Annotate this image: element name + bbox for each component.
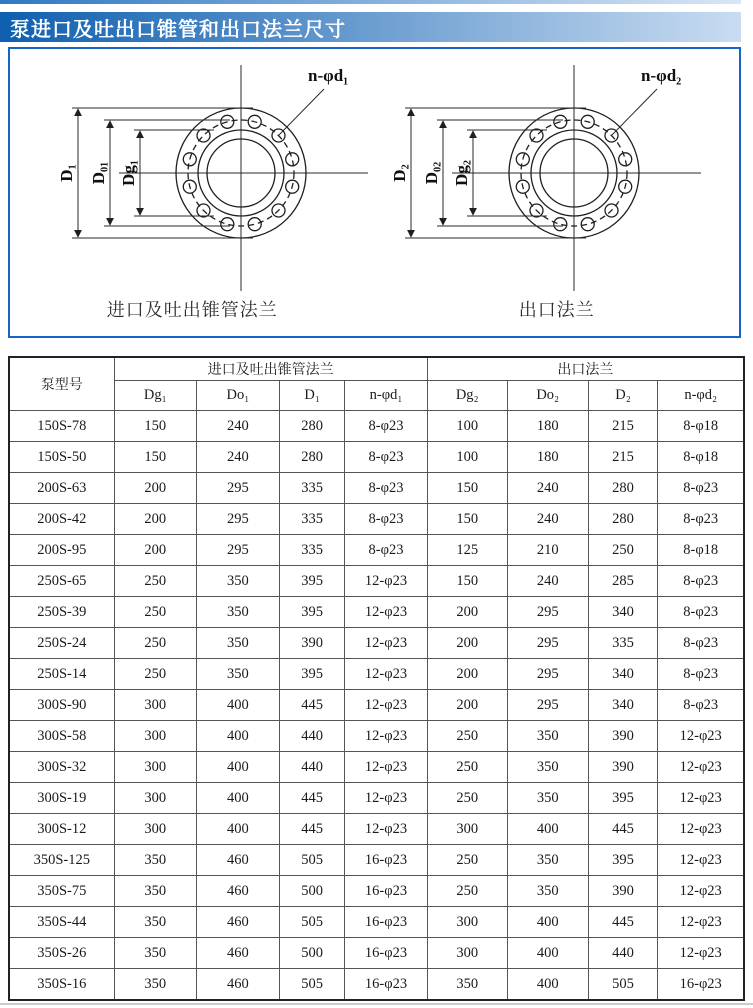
dimension-cell: 8-φ23 xyxy=(658,566,744,597)
dimension-cell: 440 xyxy=(279,721,344,752)
table-row xyxy=(9,628,744,659)
dimension-cell: 295 xyxy=(196,473,279,504)
dimension-cell: 8-φ23 xyxy=(345,442,427,473)
dimension-cell: 250 xyxy=(114,597,196,628)
dimension-cell: 300 xyxy=(427,814,507,845)
pump-model-cell: 300S-90 xyxy=(9,690,114,721)
dimension-cell: 250 xyxy=(427,876,507,907)
dimension-cell: 350 xyxy=(196,566,279,597)
dimension-cell: 335 xyxy=(279,473,344,504)
dimension-cell: 295 xyxy=(507,690,588,721)
pump-model-cell: 250S-24 xyxy=(9,628,114,659)
dimension-cell: 295 xyxy=(507,628,588,659)
pump-model-cell: 200S-63 xyxy=(9,473,114,504)
table-row xyxy=(9,690,744,721)
dimension-cell: 350 xyxy=(507,783,588,814)
table-row xyxy=(9,845,744,876)
dimension-cell: 350 xyxy=(196,628,279,659)
dimension-cell: 16-φ23 xyxy=(345,969,427,1001)
dimension-cell: 400 xyxy=(196,783,279,814)
table-row xyxy=(9,814,744,845)
inlet-group-header: 进口及吐出锥管法兰 xyxy=(114,357,427,381)
dimension-cell: 16-φ23 xyxy=(658,969,744,1001)
pump-model-cell: 300S-12 xyxy=(9,814,114,845)
dimension-cell: 16-φ23 xyxy=(345,876,427,907)
dimension-cell: 200 xyxy=(114,535,196,566)
dimension-cell: 300 xyxy=(427,907,507,938)
dimension-cell: 445 xyxy=(279,783,344,814)
dimension-cell: 295 xyxy=(507,597,588,628)
dimension-cell: 215 xyxy=(588,411,658,442)
column-header: Do₂ xyxy=(507,381,588,411)
dim-label-bore: Dg₁ xyxy=(119,160,138,186)
dimension-cell: 350 xyxy=(196,659,279,690)
dimension-cell: 460 xyxy=(196,907,279,938)
dimension-cell: 350 xyxy=(114,845,196,876)
dimension-cell: 395 xyxy=(588,845,658,876)
flange-diagram-panel xyxy=(8,47,741,338)
dimension-cell: 200 xyxy=(427,690,507,721)
pump-model-cell: 150S-50 xyxy=(9,442,114,473)
dimension-cell: 335 xyxy=(279,535,344,566)
dimension-cell: 250 xyxy=(427,845,507,876)
table-row xyxy=(9,783,744,814)
dim-label-bore: Dg₂ xyxy=(451,160,471,186)
dimension-cell: 395 xyxy=(588,783,658,814)
dimension-cell: 300 xyxy=(114,814,196,845)
outlet-flange-drawing xyxy=(349,53,714,303)
dimension-cell: 8-φ23 xyxy=(345,411,427,442)
dimension-cell: 500 xyxy=(279,938,344,969)
pump-model-header: 泵型号 xyxy=(9,357,114,411)
dimension-cell: 12-φ23 xyxy=(345,659,427,690)
dimension-cell: 350 xyxy=(114,938,196,969)
dimension-cell: 240 xyxy=(507,504,588,535)
dimension-cell: 240 xyxy=(507,566,588,597)
dimension-cell: 12-φ23 xyxy=(658,814,744,845)
dimension-cell: 505 xyxy=(279,845,344,876)
dimension-cell: 295 xyxy=(507,659,588,690)
dimension-cell: 150 xyxy=(114,442,196,473)
dimension-cell: 12-φ23 xyxy=(345,597,427,628)
dimension-cell: 340 xyxy=(588,690,658,721)
pump-model-cell: 300S-19 xyxy=(9,783,114,814)
table-row xyxy=(9,969,744,1001)
dim-label-bolt: D₀₁ xyxy=(89,161,108,185)
dimension-cell: 335 xyxy=(279,504,344,535)
inlet-flange-drawing xyxy=(16,53,381,303)
pump-model-cell: 250S-65 xyxy=(9,566,114,597)
dimension-cell: 240 xyxy=(507,473,588,504)
dimension-cell: 400 xyxy=(196,690,279,721)
bolt-holes-label: n-φd₁ xyxy=(308,66,349,85)
dimension-cell: 300 xyxy=(114,752,196,783)
dimension-cell: 340 xyxy=(588,659,658,690)
dimension-cell: 16-φ23 xyxy=(345,845,427,876)
pump-model-cell: 350S-75 xyxy=(9,876,114,907)
dimension-cell: 445 xyxy=(279,814,344,845)
dimension-cell: 12-φ23 xyxy=(345,721,427,752)
dimension-cell: 100 xyxy=(427,411,507,442)
pump-model-cell: 250S-14 xyxy=(9,659,114,690)
dimension-cell: 300 xyxy=(114,721,196,752)
subheader-row xyxy=(9,381,744,411)
dimension-cell: 460 xyxy=(196,938,279,969)
dimension-cell: 200 xyxy=(427,597,507,628)
dimension-cell: 8-φ23 xyxy=(345,473,427,504)
column-header: D₁ xyxy=(279,381,344,411)
dimension-cell: 460 xyxy=(196,969,279,1001)
dimension-cell: 395 xyxy=(279,597,344,628)
dimension-cell: 240 xyxy=(196,442,279,473)
dimension-cell: 150 xyxy=(427,566,507,597)
inlet-figure-caption: 进口及吐出锥管法兰 xyxy=(106,300,278,320)
dimension-cell: 12-φ23 xyxy=(658,752,744,783)
dimension-cell: 445 xyxy=(279,690,344,721)
dimension-cell: 350 xyxy=(427,969,507,1001)
dimension-cell: 400 xyxy=(507,907,588,938)
dimension-cell: 300 xyxy=(114,690,196,721)
dimension-cell: 505 xyxy=(588,969,658,1001)
table-row xyxy=(9,473,744,504)
dimension-cell: 12-φ23 xyxy=(345,566,427,597)
dimension-cell: 390 xyxy=(279,628,344,659)
dimension-cell: 335 xyxy=(588,628,658,659)
dimension-cell: 390 xyxy=(588,721,658,752)
dimension-cell: 400 xyxy=(507,969,588,1001)
table-row xyxy=(9,752,744,783)
dimension-cell: 240 xyxy=(196,411,279,442)
dimension-cell: 12-φ23 xyxy=(658,938,744,969)
pump-model-cell: 200S-42 xyxy=(9,504,114,535)
dimension-cell: 280 xyxy=(279,411,344,442)
dimension-cell: 12-φ23 xyxy=(345,783,427,814)
dimension-cell: 395 xyxy=(279,566,344,597)
dimension-cell: 250 xyxy=(427,721,507,752)
table-row xyxy=(9,597,744,628)
pump-model-cell: 350S-16 xyxy=(9,969,114,1001)
table-row xyxy=(9,721,744,752)
table-row xyxy=(9,442,744,473)
dim-label-outer: D₁ xyxy=(57,164,76,182)
leader-line xyxy=(279,89,324,135)
dimension-cell: 12-φ23 xyxy=(658,783,744,814)
dimension-cell: 295 xyxy=(196,504,279,535)
dim-label-bolt: D₀₂ xyxy=(421,161,441,185)
bottom-divider xyxy=(0,1003,753,1005)
table-row xyxy=(9,876,744,907)
dimension-cell: 8-φ23 xyxy=(658,690,744,721)
dimension-cell: 8-φ23 xyxy=(658,659,744,690)
dimension-cell: 250 xyxy=(427,752,507,783)
dimension-cell: 400 xyxy=(196,721,279,752)
dimension-cell: 200 xyxy=(427,659,507,690)
table-row xyxy=(9,535,744,566)
dimension-cell: 350 xyxy=(114,907,196,938)
outlet-flange-figure xyxy=(375,49,740,336)
section-title-bar xyxy=(0,12,741,42)
flange-dimension-table xyxy=(8,356,745,1001)
table-row xyxy=(9,938,744,969)
dimension-cell: 8-φ18 xyxy=(658,535,744,566)
dimension-cell: 250 xyxy=(588,535,658,566)
table-row xyxy=(9,566,744,597)
dimension-cell: 200 xyxy=(114,504,196,535)
dimension-cell: 200 xyxy=(427,628,507,659)
dimension-cell: 8-φ18 xyxy=(658,411,744,442)
dimension-cell: 300 xyxy=(114,783,196,814)
dimension-cell: 150 xyxy=(114,411,196,442)
dimension-cell: 350 xyxy=(507,876,588,907)
pump-model-cell: 150S-78 xyxy=(9,411,114,442)
spec-table-body xyxy=(9,411,744,1001)
dimension-cell: 390 xyxy=(588,752,658,783)
dimension-cell: 280 xyxy=(279,442,344,473)
dimension-cell: 12-φ23 xyxy=(658,876,744,907)
dimension-cell: 400 xyxy=(507,814,588,845)
dimension-cell: 12-φ23 xyxy=(345,628,427,659)
dimension-cell: 8-φ23 xyxy=(658,473,744,504)
dimension-cell: 150 xyxy=(427,473,507,504)
dimension-cell: 350 xyxy=(114,876,196,907)
leader-line xyxy=(612,89,657,135)
dimension-cell: 250 xyxy=(114,566,196,597)
dimension-cell: 300 xyxy=(427,938,507,969)
dimension-cell: 250 xyxy=(427,783,507,814)
dim-label-outer: D₂ xyxy=(389,164,409,182)
dimension-cell: 125 xyxy=(427,535,507,566)
dimension-cell: 8-φ23 xyxy=(345,535,427,566)
dimension-cell: 250 xyxy=(114,659,196,690)
group-header-row xyxy=(9,357,744,381)
dimension-cell: 440 xyxy=(279,752,344,783)
dimension-cell: 295 xyxy=(196,535,279,566)
dimension-cell: 16-φ23 xyxy=(345,907,427,938)
outlet-group-header: 出口法兰 xyxy=(427,357,744,381)
outlet-figure-caption: 出口法兰 xyxy=(518,300,595,320)
dimension-cell: 8-φ18 xyxy=(658,442,744,473)
column-header: D₂ xyxy=(588,381,658,411)
dimension-cell: 16-φ23 xyxy=(345,938,427,969)
dimension-cell: 350 xyxy=(507,721,588,752)
dimension-cell: 350 xyxy=(507,752,588,783)
page-title: 泵进口及吐出口锥管和出口法兰尺寸 xyxy=(10,18,346,41)
dimension-cell: 500 xyxy=(279,876,344,907)
dimension-cell: 350 xyxy=(114,969,196,1001)
dimension-cell: 505 xyxy=(279,907,344,938)
dimension-cell: 8-φ23 xyxy=(658,504,744,535)
dimension-cell: 250 xyxy=(114,628,196,659)
dimension-cell: 280 xyxy=(588,473,658,504)
dimension-cell: 210 xyxy=(507,535,588,566)
dimension-cell: 445 xyxy=(588,907,658,938)
dimension-cell: 12-φ23 xyxy=(658,907,744,938)
dimension-cell: 100 xyxy=(427,442,507,473)
pump-model-cell: 350S-26 xyxy=(9,938,114,969)
dimension-cell: 445 xyxy=(588,814,658,845)
dimension-cell: 12-φ23 xyxy=(345,752,427,783)
dimension-cell: 8-φ23 xyxy=(658,597,744,628)
pump-model-cell: 300S-32 xyxy=(9,752,114,783)
dimension-cell: 12-φ23 xyxy=(345,814,427,845)
dimension-cell: 12-φ23 xyxy=(345,690,427,721)
table-row xyxy=(9,411,744,442)
dimension-cell: 400 xyxy=(507,938,588,969)
dimension-cell: 460 xyxy=(196,845,279,876)
pump-model-cell: 300S-58 xyxy=(9,721,114,752)
dimension-cell: 8-φ23 xyxy=(658,628,744,659)
dimension-cell: 12-φ23 xyxy=(658,721,744,752)
column-header: n-φd₁ xyxy=(345,381,427,411)
dimension-cell: 150 xyxy=(427,504,507,535)
table-row xyxy=(9,907,744,938)
dimension-cell: 400 xyxy=(196,814,279,845)
pump-model-cell: 350S-125 xyxy=(9,845,114,876)
dimension-cell: 390 xyxy=(588,876,658,907)
dimension-cell: 460 xyxy=(196,876,279,907)
column-header: Dg₂ xyxy=(427,381,507,411)
dimension-cell: 12-φ23 xyxy=(658,845,744,876)
dimension-cell: 440 xyxy=(588,938,658,969)
pump-model-cell: 200S-95 xyxy=(9,535,114,566)
dimension-cell: 180 xyxy=(507,442,588,473)
dimension-cell: 8-φ23 xyxy=(345,504,427,535)
dimension-cell: 350 xyxy=(507,845,588,876)
dimension-cell: 395 xyxy=(279,659,344,690)
table-row xyxy=(9,659,744,690)
dimension-cell: 350 xyxy=(196,597,279,628)
dimension-cell: 200 xyxy=(114,473,196,504)
table-row xyxy=(9,504,744,535)
inlet-flange-figure xyxy=(10,49,375,336)
top-accent-rule xyxy=(0,0,741,4)
bolt-holes-label: n-φd₂ xyxy=(640,66,681,85)
pump-model-cell: 250S-39 xyxy=(9,597,114,628)
column-header: Dg₁ xyxy=(114,381,196,411)
dimension-cell: 280 xyxy=(588,504,658,535)
column-header: Do₁ xyxy=(196,381,279,411)
dimension-cell: 180 xyxy=(507,411,588,442)
dimension-cell: 400 xyxy=(196,752,279,783)
dimension-cell: 285 xyxy=(588,566,658,597)
dimension-cell: 340 xyxy=(588,597,658,628)
pump-model-cell: 350S-44 xyxy=(9,907,114,938)
dimension-cell: 505 xyxy=(279,969,344,1001)
column-header: n-φd₂ xyxy=(658,381,744,411)
dimension-cell: 215 xyxy=(588,442,658,473)
